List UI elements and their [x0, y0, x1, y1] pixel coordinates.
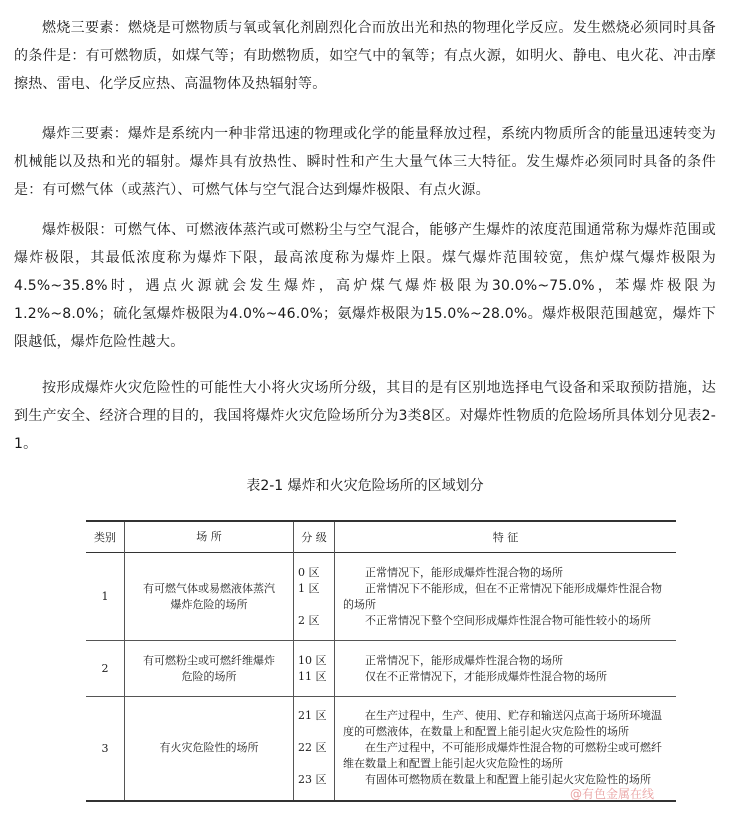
place-cell: 有火灾危险性的场所 — [125, 697, 294, 801]
feature-text: 在生产过程中，生产、使用、贮存和输送闪点高于场所环境温度的可燃液体，在数量上和配置上能引起火灾危险性的场所 — [343, 709, 662, 739]
paragraph-explosion: 爆炸三要素：爆炸是系统内一种非常迅速的物理或化学的能量释放过程，系统内物质所含的能量迅速转变为机械能以及热和光的辐射。爆炸具有放热性、瞬时性和产生大量气体三大特征。发生爆炸必须同时具备的条件是：有可燃气体（或蒸汽）、可燃气体与空气混合达到爆炸极限、有点火源。 — [14, 126, 716, 198]
table-row — [86, 641, 676, 697]
category-cell: 2 — [101, 662, 109, 675]
watermark: @有色金属在线 — [570, 787, 655, 801]
table-header-row — [86, 521, 676, 553]
feature-text: 不正常情况下整个空间形成爆炸性混合物可能性较小的场所 — [365, 613, 651, 627]
feature-text: 仅在不正常情况下，才能形成爆炸性混合物的场所 — [365, 669, 607, 683]
feature-text: 正常情况下，能形成爆炸性混合物的场所 — [365, 653, 563, 667]
zone-label: 23 区 — [298, 773, 327, 787]
feature-cell — [335, 553, 677, 641]
feature-cell — [335, 641, 677, 697]
zone-label: 22 区 — [298, 741, 327, 755]
feature-text: 有固体可燃物质在数量上和配置上能引起火灾危险性的场所 — [365, 773, 651, 787]
zone-label: 11 区 — [298, 669, 327, 683]
zone-label: 10 区 — [298, 653, 327, 667]
zone-label: 0 区 — [298, 565, 320, 579]
place-cell: 有可燃气体或易燃液体蒸汽爆炸危险的场所 — [125, 553, 294, 641]
paragraph-explosion-limits: 爆炸极限：可燃气体、可燃液体蒸汽或可燃粉尘与空气混合，能够产生爆炸的浓度范围通常称为爆炸范围或爆炸极限，其最低浓度称为爆炸下限，最高浓度称为爆炸上限。煤气爆炸范围较宽，焦炉煤气爆炸极限为4.5%~35.8%时，遇点火源就会发生爆炸，高炉煤气爆炸极限为30.0%~75.0%，苯爆炸极限为1.2%~8.0%；硫化氢爆炸极限为4.0%~46.0%；氨爆炸极限为15.0%~28.0%。爆炸极限范围越宽，爆炸下限越低，爆炸危险性越大。 — [14, 222, 716, 350]
category-cell: 1 — [101, 590, 109, 603]
zone-label: 1 区 — [298, 581, 320, 595]
feature-text: 在生产过程中，不可能形成爆炸性混合物的可燃粉尘或可燃纤维在数量上和配置上能引起火灾危险性的场所 — [343, 741, 662, 771]
header-place: 场 所 — [125, 521, 294, 553]
feature-text: 正常情况下不能形成，但在不正常情况下能形成爆炸性混合物的场所 — [343, 581, 662, 611]
place-cell: 有可燃粉尘或可燃纤维爆炸危险的场所 — [125, 641, 294, 697]
zone-label: 21 区 — [298, 709, 327, 723]
zone-label: 2 区 — [298, 613, 320, 627]
paragraph-combustion: 燃烧三要素：燃烧是可燃物质与氧或氧化剂剧烈化合而放出光和热的物理化学反应。发生燃烧必须同时具备的条件是：有可燃物质，如煤气等；有助燃物质，如空气中的氧等；有点火源，如明火、静电、电火花、冲击摩擦热、雷电、化学反应热、高温物体及热辐射等。 — [14, 20, 716, 92]
category-cell: 3 — [101, 741, 109, 755]
hazard-zone-table — [86, 520, 676, 802]
header-category: 类别 — [94, 531, 116, 544]
zone-cell — [294, 697, 335, 801]
header-zone: 分 级 — [294, 521, 335, 553]
zone-cell — [294, 641, 335, 697]
zone-cell — [294, 553, 335, 641]
table-caption: 表2-1 爆炸和火灾危险场所的区域划分 — [246, 478, 484, 494]
table-row — [86, 553, 676, 641]
paragraph-classification: 按形成爆炸火灾危险性的可能性大小将火灾场所分级，其目的是有区别地选择电气设备和采取预防措施，达到生产安全、经济合理的目的，我国将爆炸火灾危险场所分为3类8区。对爆炸性物质的危险场所具体划分见表2-1。 — [14, 380, 716, 452]
header-feature: 特 征 — [335, 521, 677, 553]
feature-text: 正常情况下，能形成爆炸性混合物的场所 — [365, 565, 563, 579]
